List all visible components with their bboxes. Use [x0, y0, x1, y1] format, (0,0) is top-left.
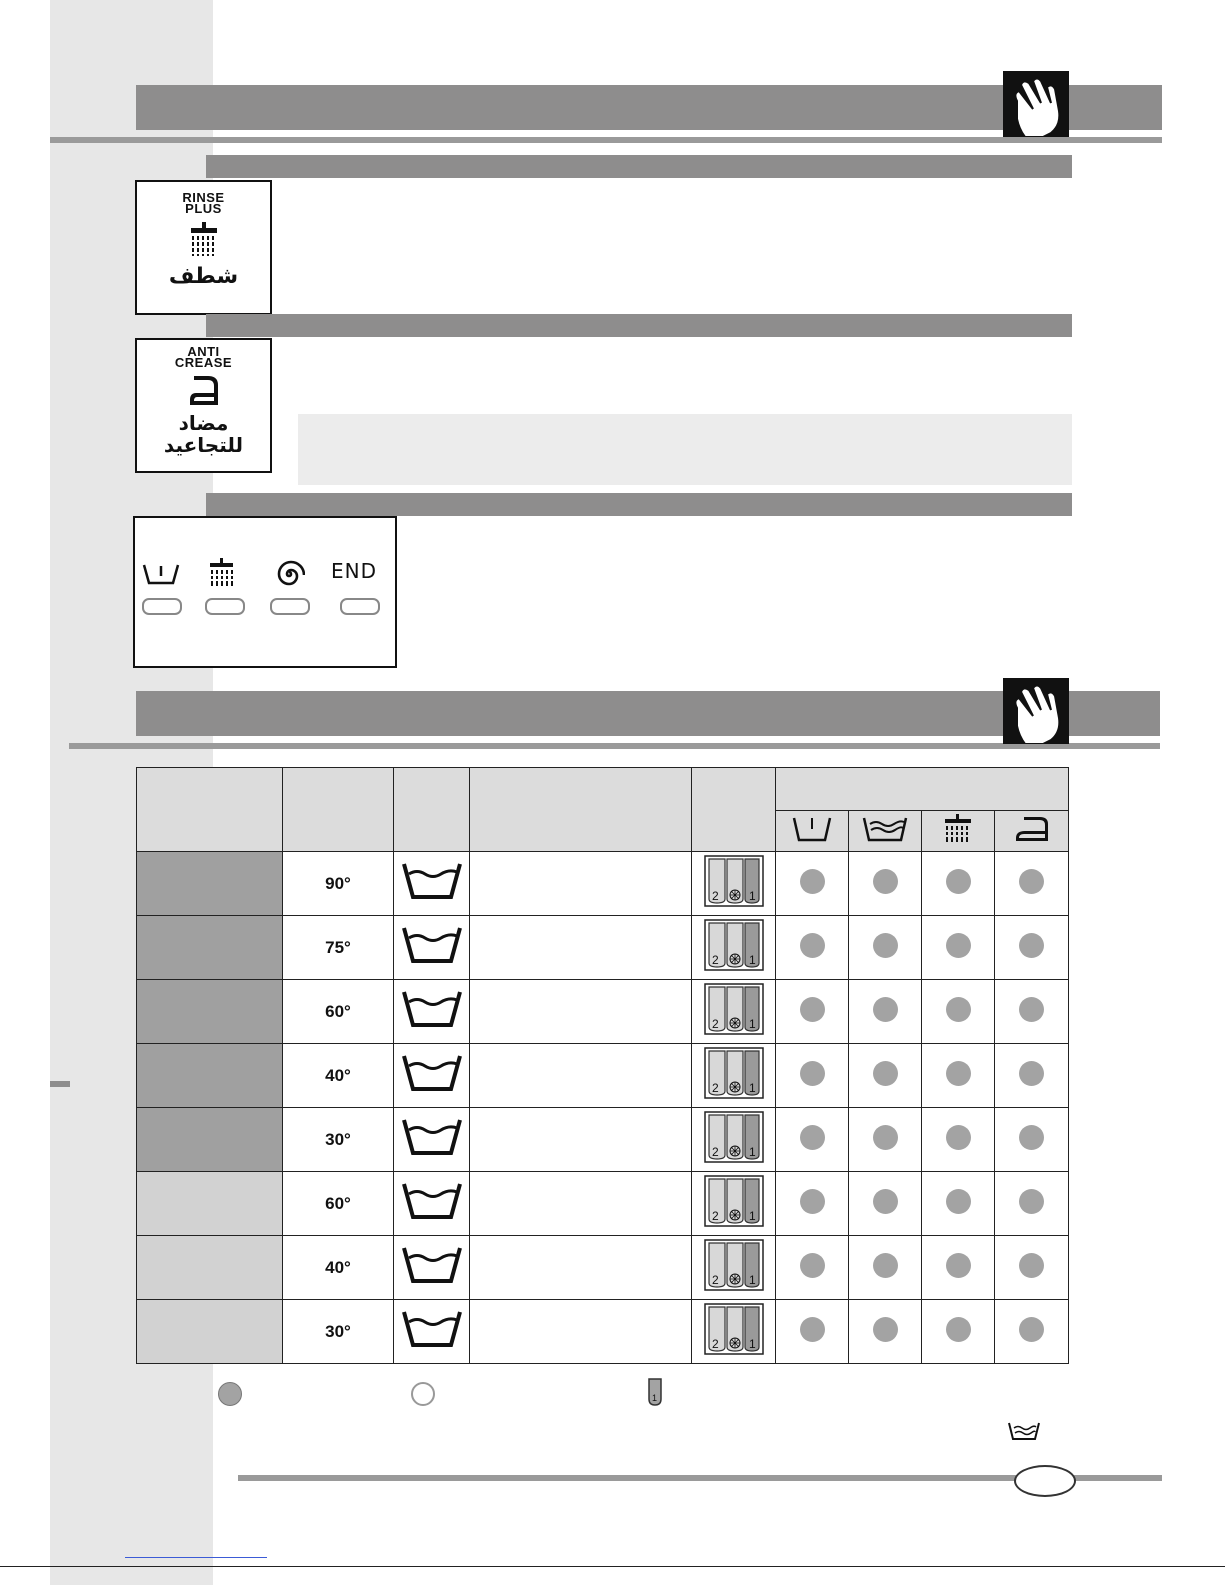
- table-header-row: [137, 768, 1069, 811]
- option-available-dot: [873, 1317, 898, 1342]
- header-cell-program: [137, 768, 283, 852]
- drawer-compartment-1-label: 1: [748, 1337, 756, 1351]
- option-available-dot: [1019, 1061, 1044, 1086]
- fabric-description-cell: [470, 1108, 692, 1172]
- option-available-dot: [873, 997, 898, 1022]
- link-underline[interactable]: [125, 1557, 267, 1558]
- option-available-dot: [800, 1253, 825, 1278]
- option-availability-cell: [849, 1300, 922, 1364]
- option-availability-cell: [922, 1108, 995, 1172]
- fabric-description-cell: [470, 916, 692, 980]
- temperature-cell: 60°: [283, 980, 394, 1044]
- program-name-cell: [137, 980, 283, 1044]
- anti-crease-subheader-band: [206, 314, 1072, 337]
- hand-icon: [1003, 71, 1069, 137]
- page-bottom-line: [0, 1566, 1225, 1567]
- drawer-compartment-2-label: 2: [711, 1209, 719, 1223]
- fabric-description-cell: [470, 1236, 692, 1300]
- anti-crease-icon: [137, 373, 270, 412]
- page-number-oval: [1014, 1465, 1076, 1497]
- option-availability-cell: [849, 1236, 922, 1300]
- option-available-dot: [800, 933, 825, 958]
- table-row: [137, 1108, 1069, 1172]
- table-row: [137, 916, 1069, 980]
- drawer-compartment-2-label: 2: [711, 1337, 719, 1351]
- program-name-cell: [137, 1108, 283, 1172]
- option-availability-cell: [849, 1044, 922, 1108]
- option-available-dot: [800, 997, 825, 1022]
- header-cell-detergent: [692, 768, 776, 852]
- program-table: [136, 767, 1069, 1364]
- option-available-dot: [873, 1253, 898, 1278]
- delicate-wash-icon: [1006, 1420, 1042, 1447]
- wash-tub-symbol-icon: [394, 980, 470, 1044]
- option-availability-cell: [995, 1236, 1069, 1300]
- detergent-drawer-icon: [692, 980, 776, 1044]
- wash-tub-symbol-icon: [394, 1044, 470, 1108]
- option-availability-cell: [849, 980, 922, 1044]
- prewash-tub-icon: [849, 811, 922, 852]
- option-availability-cell: [995, 852, 1069, 916]
- anti-crease-arabic-label: مضاد للتجاعيد: [163, 411, 244, 457]
- option-availability-cell: [922, 1044, 995, 1108]
- option-availability-cell: [776, 1108, 849, 1172]
- drawer-compartment-2-label: 2: [711, 889, 719, 903]
- option-availability-cell: [995, 916, 1069, 980]
- option-available-dot: [800, 1317, 825, 1342]
- legend-drawer-icon: [647, 1377, 663, 1412]
- drawer-compartment-2-label: 2: [711, 953, 719, 967]
- option-available-dot: [1019, 1317, 1044, 1342]
- table-row: [137, 980, 1069, 1044]
- program-name-cell: [137, 1236, 283, 1300]
- option-available-dot: [946, 933, 971, 958]
- option-available-dot: [800, 1061, 825, 1086]
- option-available-dot: [946, 1125, 971, 1150]
- option-available-dot: [873, 1125, 898, 1150]
- wash-tub-symbol-icon: [394, 1300, 470, 1364]
- option-availability-cell: [776, 916, 849, 980]
- option-available-dot: [800, 1125, 825, 1150]
- drawer-compartment-1-label: 1: [748, 1081, 756, 1095]
- option-available-dot: [1019, 1253, 1044, 1278]
- rinse-plus-arabic-label: شطف: [168, 264, 239, 289]
- svg-text:1: 1: [652, 1393, 658, 1403]
- detergent-drawer-icon: [692, 916, 776, 980]
- option-available-dot: [946, 1061, 971, 1086]
- header-cell-fabric: [470, 768, 692, 852]
- drawer-compartment-2-label: 2: [711, 1273, 719, 1287]
- detergent-drawer-icon: [692, 1236, 776, 1300]
- program-name-cell: [137, 1172, 283, 1236]
- temperature-cell: 40°: [283, 1236, 394, 1300]
- phase-subheader-band: [206, 493, 1072, 516]
- wash-tub-symbol-icon: [394, 852, 470, 916]
- option-availability-cell: [995, 980, 1069, 1044]
- header-rule-2: [69, 743, 1160, 749]
- option-available-dot: [800, 1189, 825, 1214]
- option-available-dot: [1019, 1125, 1044, 1150]
- wash-tub-symbol-icon: [394, 1108, 470, 1172]
- detergent-drawer-icon: [692, 1044, 776, 1108]
- wash-tub-symbol-icon: [394, 916, 470, 980]
- option-availability-cell: [995, 1172, 1069, 1236]
- option-availability-cell: [849, 852, 922, 916]
- wash-phase-led: [142, 598, 182, 615]
- option-availability-cell: [849, 916, 922, 980]
- option-availability-cell: [922, 852, 995, 916]
- detergent-drawer-icon: [692, 1300, 776, 1364]
- option-available-dot: [946, 869, 971, 894]
- option-availability-cell: [776, 1300, 849, 1364]
- temperature-cell: 40°: [283, 1044, 394, 1108]
- drawer-compartment-2-label: 2: [711, 1017, 719, 1031]
- table-row: [137, 1236, 1069, 1300]
- option-available-dot: [946, 997, 971, 1022]
- temperature-cell: 60°: [283, 1172, 394, 1236]
- temperature-cell: 75°: [283, 916, 394, 980]
- anti-crease-label: ANTI CREASE: [174, 344, 233, 370]
- option-available-dot: [800, 869, 825, 894]
- drawer-compartment-1-label: 1: [748, 889, 756, 903]
- rinse-plus-button-panel: [135, 180, 272, 315]
- wash-tub-symbol-icon: [394, 1172, 470, 1236]
- option-availability-cell: [776, 1044, 849, 1108]
- option-available-dot: [873, 933, 898, 958]
- temperature-cell: 90°: [283, 852, 394, 916]
- option-availability-cell: [849, 1172, 922, 1236]
- drawer-compartment-1-label: 1: [748, 1145, 756, 1159]
- rinse-shower-icon: [208, 558, 236, 593]
- header-cell-temperature: [283, 768, 394, 852]
- anti-crease-note-box: [298, 414, 1072, 485]
- fabric-description-cell: [470, 980, 692, 1044]
- tub-icon: [776, 811, 849, 852]
- drawer-compartment-1-label: 1: [748, 1209, 756, 1223]
- drawer-compartment-2-label: 2: [711, 1081, 719, 1095]
- option-available-dot: [946, 1253, 971, 1278]
- table-row: [137, 852, 1069, 916]
- option-available-dot: [1019, 1189, 1044, 1214]
- table-row: [137, 1300, 1069, 1364]
- legend-empty-dot: [411, 1382, 435, 1406]
- shower-icon: [137, 222, 270, 265]
- option-availability-cell: [995, 1044, 1069, 1108]
- option-availability-cell: [922, 1172, 995, 1236]
- table-row: [137, 1172, 1069, 1236]
- option-availability-cell: [776, 1172, 849, 1236]
- anti-crease-button-panel: [135, 338, 272, 473]
- table-row: [137, 1044, 1069, 1108]
- phase-indicator-panel: [133, 516, 397, 668]
- end-phase-led: [340, 598, 380, 615]
- detergent-drawer-icon: [692, 852, 776, 916]
- option-available-dot: [946, 1317, 971, 1342]
- spin-phase-led: [270, 598, 310, 615]
- header-cell-wash-symbol: [394, 768, 470, 852]
- option-availability-cell: [776, 980, 849, 1044]
- rinse-plus-label: RINSE PLUS: [182, 190, 225, 216]
- legend-filled-dot: [218, 1382, 242, 1406]
- option-availability-cell: [922, 980, 995, 1044]
- program-name-cell: [137, 852, 283, 916]
- wash-tub-symbol-icon: [394, 1236, 470, 1300]
- hand-icon: [1003, 678, 1069, 744]
- spin-spiral-icon: [273, 558, 305, 595]
- program-name-cell: [137, 1044, 283, 1108]
- detergent-drawer-icon: [692, 1172, 776, 1236]
- rinse-plus-subheader-band: [206, 155, 1072, 178]
- shower-icon: [922, 811, 995, 852]
- page-edge-tab: [50, 1081, 70, 1087]
- wash-tub-icon: [141, 562, 181, 591]
- fabric-description-cell: [470, 1300, 692, 1364]
- option-availability-cell: [776, 1236, 849, 1300]
- option-availability-cell: [995, 1108, 1069, 1172]
- drawer-compartment-2-label: 2: [711, 1145, 719, 1159]
- option-available-dot: [1019, 997, 1044, 1022]
- rinse-phase-led: [205, 598, 245, 615]
- detergent-drawer-icon: [692, 1108, 776, 1172]
- drawer-compartment-1-label: 1: [748, 1273, 756, 1287]
- header-cell-options: [776, 768, 1069, 811]
- option-available-dot: [873, 1189, 898, 1214]
- option-available-dot: [873, 1061, 898, 1086]
- temperature-cell: 30°: [283, 1300, 394, 1364]
- program-name-cell: [137, 916, 283, 980]
- option-availability-cell: [849, 1108, 922, 1172]
- option-available-dot: [1019, 933, 1044, 958]
- option-availability-cell: [922, 1236, 995, 1300]
- drawer-compartment-1-label: 1: [748, 953, 756, 967]
- fabric-description-cell: [470, 1172, 692, 1236]
- fabric-description-cell: [470, 1044, 692, 1108]
- option-availability-cell: [922, 916, 995, 980]
- header-rule-1: [50, 137, 1162, 143]
- option-available-dot: [873, 869, 898, 894]
- option-available-dot: [946, 1189, 971, 1214]
- program-name-cell: [137, 1300, 283, 1364]
- option-availability-cell: [776, 852, 849, 916]
- option-availability-cell: [995, 1300, 1069, 1364]
- anti-crease-icon: [995, 811, 1069, 852]
- option-available-dot: [1019, 869, 1044, 894]
- option-availability-cell: [922, 1300, 995, 1364]
- end-label: END: [331, 559, 377, 583]
- fabric-description-cell: [470, 852, 692, 916]
- temperature-cell: 30°: [283, 1108, 394, 1172]
- drawer-compartment-1-label: 1: [748, 1017, 756, 1031]
